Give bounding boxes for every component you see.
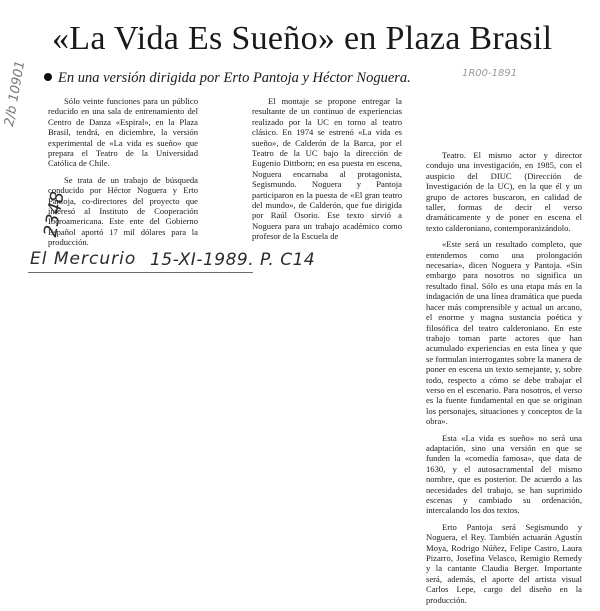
article-column-3 xyxy=(426,150,582,611)
article-column-2 xyxy=(252,96,402,248)
handwritten-side-note: 2/b 10901 xyxy=(2,59,29,128)
handwritten-date: 15-XI-1989. P. C14 xyxy=(150,250,316,270)
paragraph: «Este será un resultado completo, que entendemos como una prolongación necesaria», dicen Noguera y Pantoja. «Sin embargo para nosotros no significa un resultado final. Sólo es una etapa más en la indagación de una línea dramática que pueda hacer más comprensible y actual un arcano, el enorme y magna sustancia poética y filosófica del teatro calderoniano. En este trabajo toman parte actores que han acumulado experiencias en esta línea y que se formulan interrogantes sobre la manera de poner en escena un texto semejante, y, sobre todo, respecto a cómo se debe trabajar el verso en el escenario. Para nosotros, el verso es la fuente fundamental en que se originan los personajes, situaciones y conceptos de la obra». xyxy=(426,239,582,427)
paragraph: Teatro. El mismo actor y director condujo una investigación, en 1985, con el auspicio del DIUC (Dirección de Investigación de la UC), en la que él y un grupo de actores buscaron, en calidad de taller, formas de decir el verso dramáticamente y de poner en escena el texto calderoniano, contemporanizándolo. xyxy=(426,150,582,233)
bullet-icon xyxy=(44,73,52,81)
subheadline: En una versión dirigida por Erto Pantoja y Héctor Noguera. xyxy=(58,70,411,86)
handwritten-top-right-note: 1R00-1891 xyxy=(462,68,518,79)
headline: «La Vida Es Sueño» en Plaza Brasil xyxy=(52,20,553,57)
handwritten-source: El Mercurio xyxy=(30,249,137,269)
paragraph: El montaje se propone entregar la resultante de un continuo de experiencias realizado por la UC en torno al teatro clásico. En 1974 se estrenó «La vida es sueño», de Calderón de la Barca, por el Teatro de la UC bajo la dirección de Eugenio Dittborn; en esa puesta en escena, Noguera encarnaba al protagonista, Segismundo. Noguera y Pantoja participaron en la puesta de «El gran teatro del mundo», de Calderón, que fue dirigida por Raúl Osorio. Ese texto sirvió a Noguera para un trabajo académico como profesor de la Escuela de xyxy=(252,96,402,242)
handwritten-margin-number: 2348 xyxy=(40,189,69,239)
paragraph: Sólo veinte funciones para un público reducido en una sala de entrenamiento del Centro de Danza «Espiral», en la Plaza Brasil, tendrá, en diciembre, la versión experimental de «La vida es sueño» que prepara el Teatro de la Universidad Católica de Chile. xyxy=(48,96,198,169)
paragraph: Erto Pantoja será Segismundo y Noguera, el Rey. También actuarán Agustín Moya, Rodrigo Núñez, Felipe Castro, Laura Pizarro, Josefina Velasco, Remigio Remedy y la cantante Claudia Berger. Importante será, además, el aporte del artista visual Carlos Lepe, cargo del diseño en la producción. xyxy=(426,521,582,605)
divider xyxy=(28,272,253,273)
paragraph: Esta «La vida es sueño» no será una adaptación, sino una versión en que se funden la «comedia famosa», que data de 1630, y el autosacramental del mismo nombre, que es posterior. De acuerdo a las necesidades del trabajo, se han suprimido escenas y cambiado su ordenación, intercalando los dos textos. xyxy=(426,432,582,516)
paragraph: Se trata de un trabajo de búsqueda conducido por Héctor Noguera y Erto Pantoja, co-directores del proyecto que interesó al Instituto de Cooperación Iberoamericana. Este ente del Gobierno Español aportó 17 mil dólares para la producción. xyxy=(48,174,198,248)
subheadline-row xyxy=(44,70,464,87)
article-column-1 xyxy=(48,96,198,254)
